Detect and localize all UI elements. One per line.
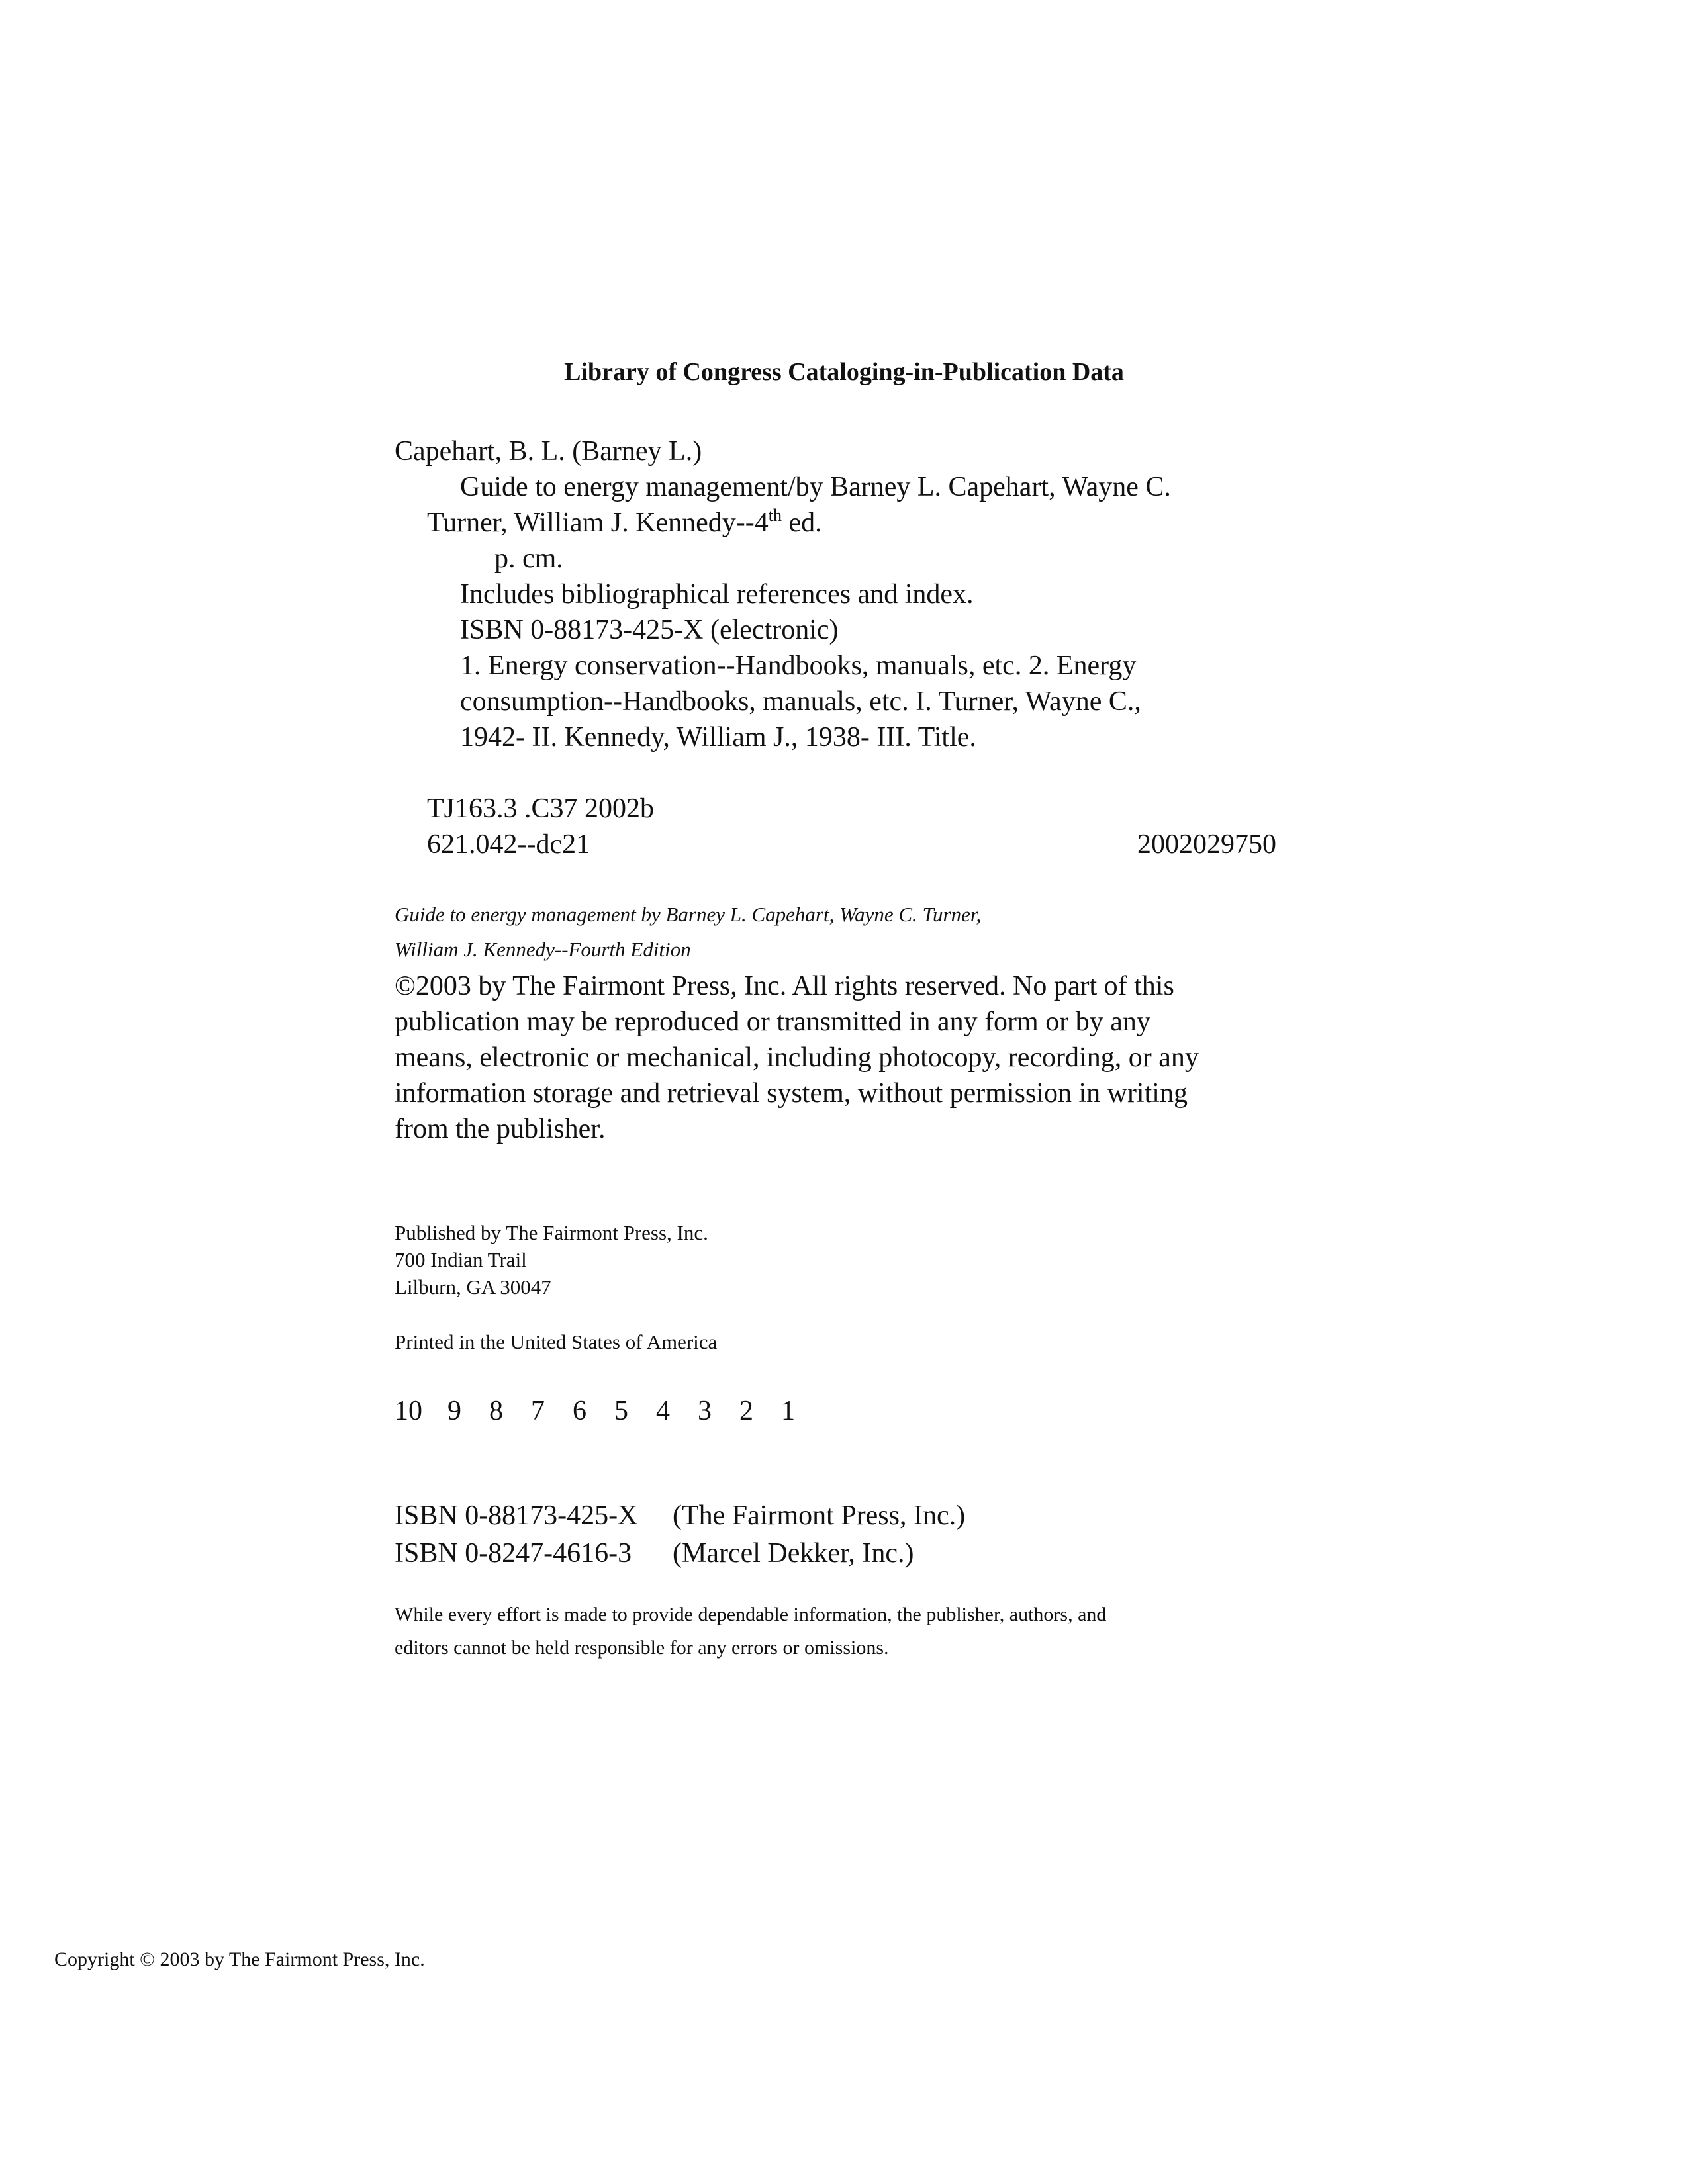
cip-subjects-line-2: consumption--Handbooks, manuals, etc. I. Turner, Wayne C.,: [460, 686, 1141, 717]
isbn-row: [395, 1498, 965, 1533]
disclaimer-line-1: While every effort is made to provide dependable information, the publisher, authors, and: [395, 1604, 1107, 1625]
rights-title-line-2: William J. Kennedy--Fourth Edition: [395, 938, 691, 961]
printing-number: 4: [656, 1396, 670, 1426]
disclaimer-line-2: editors cannot be held responsible for any errors or omissions.: [395, 1637, 889, 1659]
isbn-publisher: (The Fairmont Press, Inc.): [673, 1500, 966, 1531]
cip-pages: p. cm.: [494, 543, 563, 574]
rights-notice-line-4: information storage and retrieval system, without permission in writing: [395, 1078, 1188, 1109]
cip-isbn-electronic: ISBN 0-88173-425-X (electronic): [460, 615, 839, 645]
cip-includes: Includes bibliographical references and index.: [460, 579, 974, 610]
printing-number: 2: [739, 1396, 753, 1426]
cip-lc-class: TJ163.3 .C37 2002b: [427, 794, 655, 824]
rights-notice-line-1: ©2003 by The Fairmont Press, Inc. All rights reserved. No part of this: [395, 971, 1174, 1001]
publisher-line-1: Published by The Fairmont Press, Inc.: [395, 1221, 708, 1244]
printing-number: 6: [573, 1396, 586, 1426]
cip-title-line-1: Guide to energy management/by Barney L. Capehart, Wayne C.: [460, 472, 1171, 502]
cip-dewey: 621.042--dc21: [427, 829, 590, 860]
cip-title-line-2a: Turner, William J. Kennedy--4: [427, 508, 769, 538]
cip-author-entry: Capehart, B. L. (Barney L.): [395, 436, 702, 467]
cip-subjects-line-3: 1942- II. Kennedy, William J., 1938- III. Title.: [460, 722, 976, 752]
printing-number: 1: [781, 1396, 795, 1426]
isbn-row: [395, 1535, 914, 1571]
printing-number: 10: [395, 1396, 422, 1426]
isbn-number: ISBN 0-88173-425-X: [395, 1500, 638, 1531]
printed-in: Printed in the United States of America: [395, 1330, 718, 1353]
printing-number: 7: [531, 1396, 545, 1426]
printing-number: 5: [614, 1396, 628, 1426]
printing-number-line: [395, 1393, 823, 1429]
cip-title-line-2b: ed.: [781, 508, 822, 538]
isbn-number: ISBN 0-8247-4616-3: [395, 1538, 632, 1569]
rights-notice-line-2: publication may be reproduced or transmitted in any form or by any: [395, 1007, 1150, 1037]
printing-number: 9: [447, 1396, 461, 1426]
cip-title-line-2: [427, 505, 822, 541]
rights-title-line-1: Guide to energy management by Barney L. Capehart, Wayne C. Turner,: [395, 903, 982, 926]
footer-copyright: Copyright © 2003 by The Fairmont Press, Inc.: [54, 1948, 425, 1970]
isbn-publisher: (Marcel Dekker, Inc.): [673, 1538, 914, 1569]
rights-notice-line-5: from the publisher.: [395, 1114, 606, 1144]
printing-number: 3: [698, 1396, 712, 1426]
cip-subjects-line-1: 1. Energy conservation--Handbooks, manuals, etc. 2. Energy: [460, 651, 1137, 681]
printing-number: 8: [489, 1396, 503, 1426]
publisher-line-2: 700 Indian Trail: [395, 1248, 527, 1271]
cip-heading: Library of Congress Cataloging-in-Publication Data: [564, 358, 1124, 386]
cip-edition-superscript: th: [768, 506, 782, 525]
cip-lccn: 2002029750: [1137, 829, 1276, 860]
rights-notice-line-3: means, electronic or mechanical, including photocopy, recording, or any: [395, 1042, 1199, 1073]
publisher-line-3: Lilburn, GA 30047: [395, 1275, 551, 1298]
